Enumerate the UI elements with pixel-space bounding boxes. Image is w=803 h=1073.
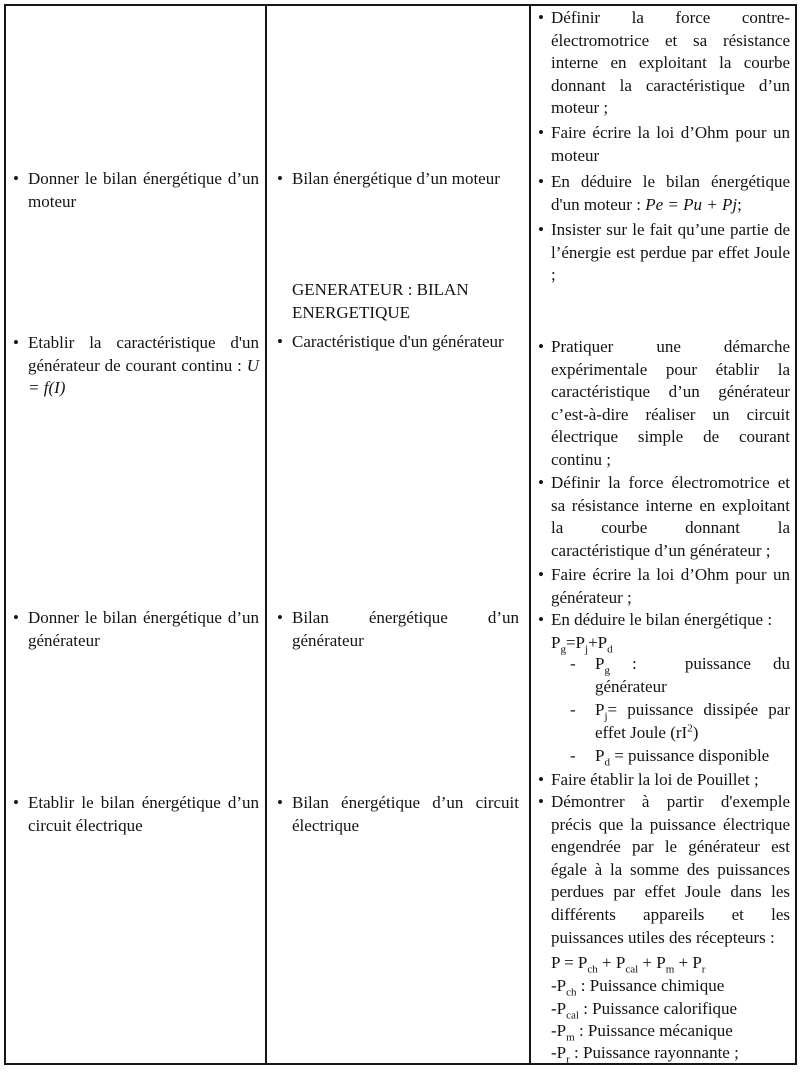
content-text: Bilan énergétique d’un circuit électrique — [292, 793, 519, 835]
subitem-text: $P_g$ : puissance du générateur — [595, 654, 790, 696]
content-text: Bilan énergétique d’un générateur — [292, 608, 519, 650]
activity-loi-ohm-moteur — [538, 122, 790, 167]
content-bilan-circuit — [277, 792, 519, 837]
bullet-icon: • — [538, 220, 544, 239]
bullet-icon: • — [13, 169, 19, 188]
bullet-icon: • — [538, 792, 544, 811]
objective-caracteristique-generateur — [13, 332, 259, 400]
section-heading-generateur: GENERATEUR : BILAN ENERGETIQUE — [292, 280, 469, 322]
content-bilan-generateur — [277, 607, 519, 652]
bullet-icon: • — [538, 8, 544, 27]
bullet-icon: • — [277, 608, 283, 627]
bullet-icon: • — [277, 169, 283, 188]
objective-bilan-generateur — [13, 607, 259, 652]
activity-text: En déduire le bilan énergétique d'un moteur : Pe = Pu + Pj; — [551, 172, 790, 214]
objective-bilan-circuit — [13, 792, 259, 837]
objective-text: Etablir le bilan énergétique d’un circuit électrique — [28, 793, 259, 835]
content-text: Caractéristique d'un générateur — [292, 332, 504, 351]
dash-icon: - — [570, 700, 576, 719]
bullet-icon: • — [538, 123, 544, 142]
dash-icon: - — [570, 746, 576, 765]
objective-text: Etablir la caractéristique d'un générateur de courant continu : U = f(I) — [28, 333, 259, 398]
activity-definir-contre-electromotrice — [538, 7, 790, 120]
bullet-icon: • — [13, 608, 19, 627]
formula-puissance-rayonnante: $-P_r$ : Puissance rayonnante ; — [551, 1043, 739, 1066]
activity-text: Définir la force contre-électromotrice et sa résistance interne en exploitant la courbe donnant la caractéristique d’un moteur ; — [551, 8, 790, 118]
activity-text: Définir la force électromotrice et sa résistance interne en exploitant la courbe donnant la caractéristique d’un générateur ; — [551, 473, 790, 560]
column-divider-1 — [265, 6, 267, 1063]
activity-text: Faire établir la loi de Pouillet ; — [551, 770, 759, 789]
activity-text: Pratiquer une démarche expérimentale pour établir la caractéristique d’un générateur c’est-à-dire réaliser un circuit électrique simple de courant continu ; — [551, 337, 790, 469]
activity-text: Démontrer à partir d'exemple précis que la puissance électrique engendrée par le générateur est égale à la somme des puissances perdues par effet Joule dans les différents appareils et les puissances utiles des récepteurs : — [551, 792, 790, 947]
bullet-icon: • — [538, 172, 544, 191]
objective-text: Donner le bilan énergétique d’un générateur — [28, 608, 259, 650]
activity-text: Insister sur le fait qu’une partie de l’énergie est perdue par effet Joule ; — [551, 220, 790, 285]
bullet-icon: • — [13, 793, 19, 812]
bullet-icon: • — [538, 337, 544, 356]
activity-bilan-generateur-formule — [538, 609, 790, 654]
subitem-text: $P_j=$ puissance dissipée par effet Joule $(rI^2)$ — [595, 700, 790, 742]
content-caracteristique-generateur — [277, 331, 519, 354]
content-text: Bilan énergétique d’un moteur — [292, 169, 500, 188]
activity-text: Faire écrire la loi d’Ohm pour un générateur ; — [551, 565, 790, 607]
content-bilan-moteur — [277, 168, 519, 191]
column-divider-2 — [529, 6, 531, 1063]
dash-icon: - — [570, 654, 576, 673]
bullet-icon: • — [538, 565, 544, 584]
bullet-icon: • — [277, 332, 283, 351]
activity-text: En déduire le bilan énergétique : $P_g=P_j+P_d$ — [551, 610, 773, 655]
bullet-icon: • — [538, 770, 544, 789]
subitem-puissance-disponible — [570, 745, 790, 768]
objective-text: Donner le bilan énergétique d’un moteur — [28, 169, 259, 211]
subitem-puissance-generateur — [570, 653, 790, 698]
activity-bilan-moteur-formule — [538, 171, 790, 216]
bullet-icon: • — [538, 473, 544, 492]
formula-puissance-calorifique: $-P_{cal}$ : Puissance calorifique — [551, 999, 738, 1022]
activity-text: Faire écrire la loi d’Ohm pour un moteur — [551, 123, 790, 165]
formula-somme-puissances: $P = P_{ch} + P_{cal} + P_m + P_r$ — [551, 953, 706, 976]
bullet-icon: • — [13, 333, 19, 352]
activity-definir-electromotrice — [538, 472, 790, 562]
formula-puissance-mecanique: $-P_m$ : Puissance mécanique — [551, 1021, 733, 1044]
activity-demontrer-puissances — [538, 791, 790, 949]
subitem-text: $P_d$ = puissance disponible — [595, 746, 770, 769]
activity-loi-pouillet — [538, 769, 790, 792]
activity-insister-effet-joule — [538, 219, 790, 287]
subitem-puissance-dissipee — [570, 699, 790, 744]
activity-loi-ohm-generateur — [538, 564, 790, 609]
activity-demarche-experimentale — [538, 336, 790, 472]
bullet-icon: • — [277, 793, 283, 812]
objective-bilan-moteur — [13, 168, 259, 213]
formula-puissance-chimique: $-P_{ch}$ : Puissance chimique — [551, 976, 725, 999]
bullet-icon: • — [538, 610, 544, 629]
